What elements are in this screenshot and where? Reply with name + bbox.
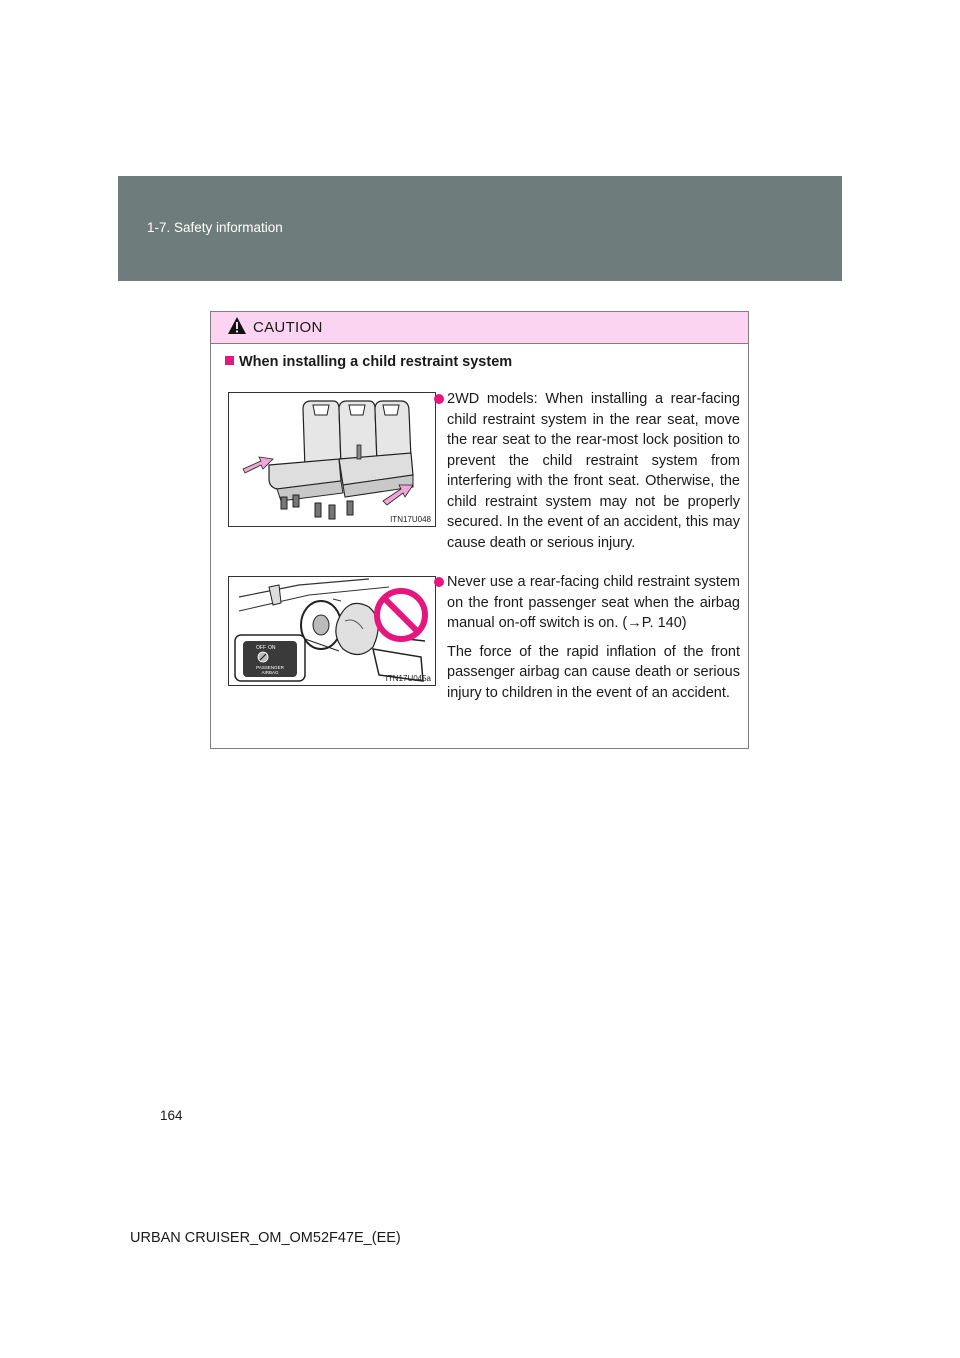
caution-subheading	[225, 354, 512, 370]
caution-box	[210, 311, 749, 749]
switch-on-label: ON	[268, 645, 276, 651]
figure-code: ITN17U045a	[385, 674, 431, 683]
rear-seat-figure	[228, 392, 436, 527]
square-bullet-icon	[225, 356, 234, 365]
warning-icon	[227, 316, 247, 336]
switch-off-label: OFF	[256, 645, 266, 651]
airbag-figure	[228, 576, 436, 686]
rear-seat-illustration	[229, 393, 435, 526]
document-footer: URBAN CRUISER_OM_OM52F47E_(EE)	[130, 1230, 401, 1246]
figure-code: ITN17U048	[390, 515, 431, 524]
section-title: 1-7. Safety information	[147, 220, 283, 235]
caution-subheading-text: When installing a child restraint system	[239, 354, 513, 370]
page-number: 164	[160, 1108, 183, 1123]
caution-header	[211, 312, 748, 344]
caution-item-text: Never use a rear-facing child restraint system on the front passenger seat when the airbag manual on-off switch is on. (→P. 140)	[447, 574, 740, 631]
airbag-illustration	[229, 577, 435, 685]
switch-line2-label: AIRBAG	[261, 670, 279, 675]
caution-item	[447, 572, 740, 711]
caution-item-text-continued: The force of the rapid inflation of the front passenger airbag can cause death or serious injury to children in the event of an accident.	[447, 643, 740, 701]
bullet-icon	[434, 577, 444, 587]
bullet-icon	[434, 394, 444, 404]
caution-item	[447, 389, 740, 553]
caution-item-text: 2WD models: When installing a rear-facing child restraint system in the rear seat, move the rear seat to the rear-most lock position to prevent the child restraint system from interfering with the front seat. Otherwise, the child restraint system may not be properly secured. In the event of an accident, this may cause death or serious injury.	[447, 391, 740, 551]
switch-line1-label: PASSENGER	[256, 665, 284, 670]
caution-label: CAUTION	[253, 319, 323, 336]
